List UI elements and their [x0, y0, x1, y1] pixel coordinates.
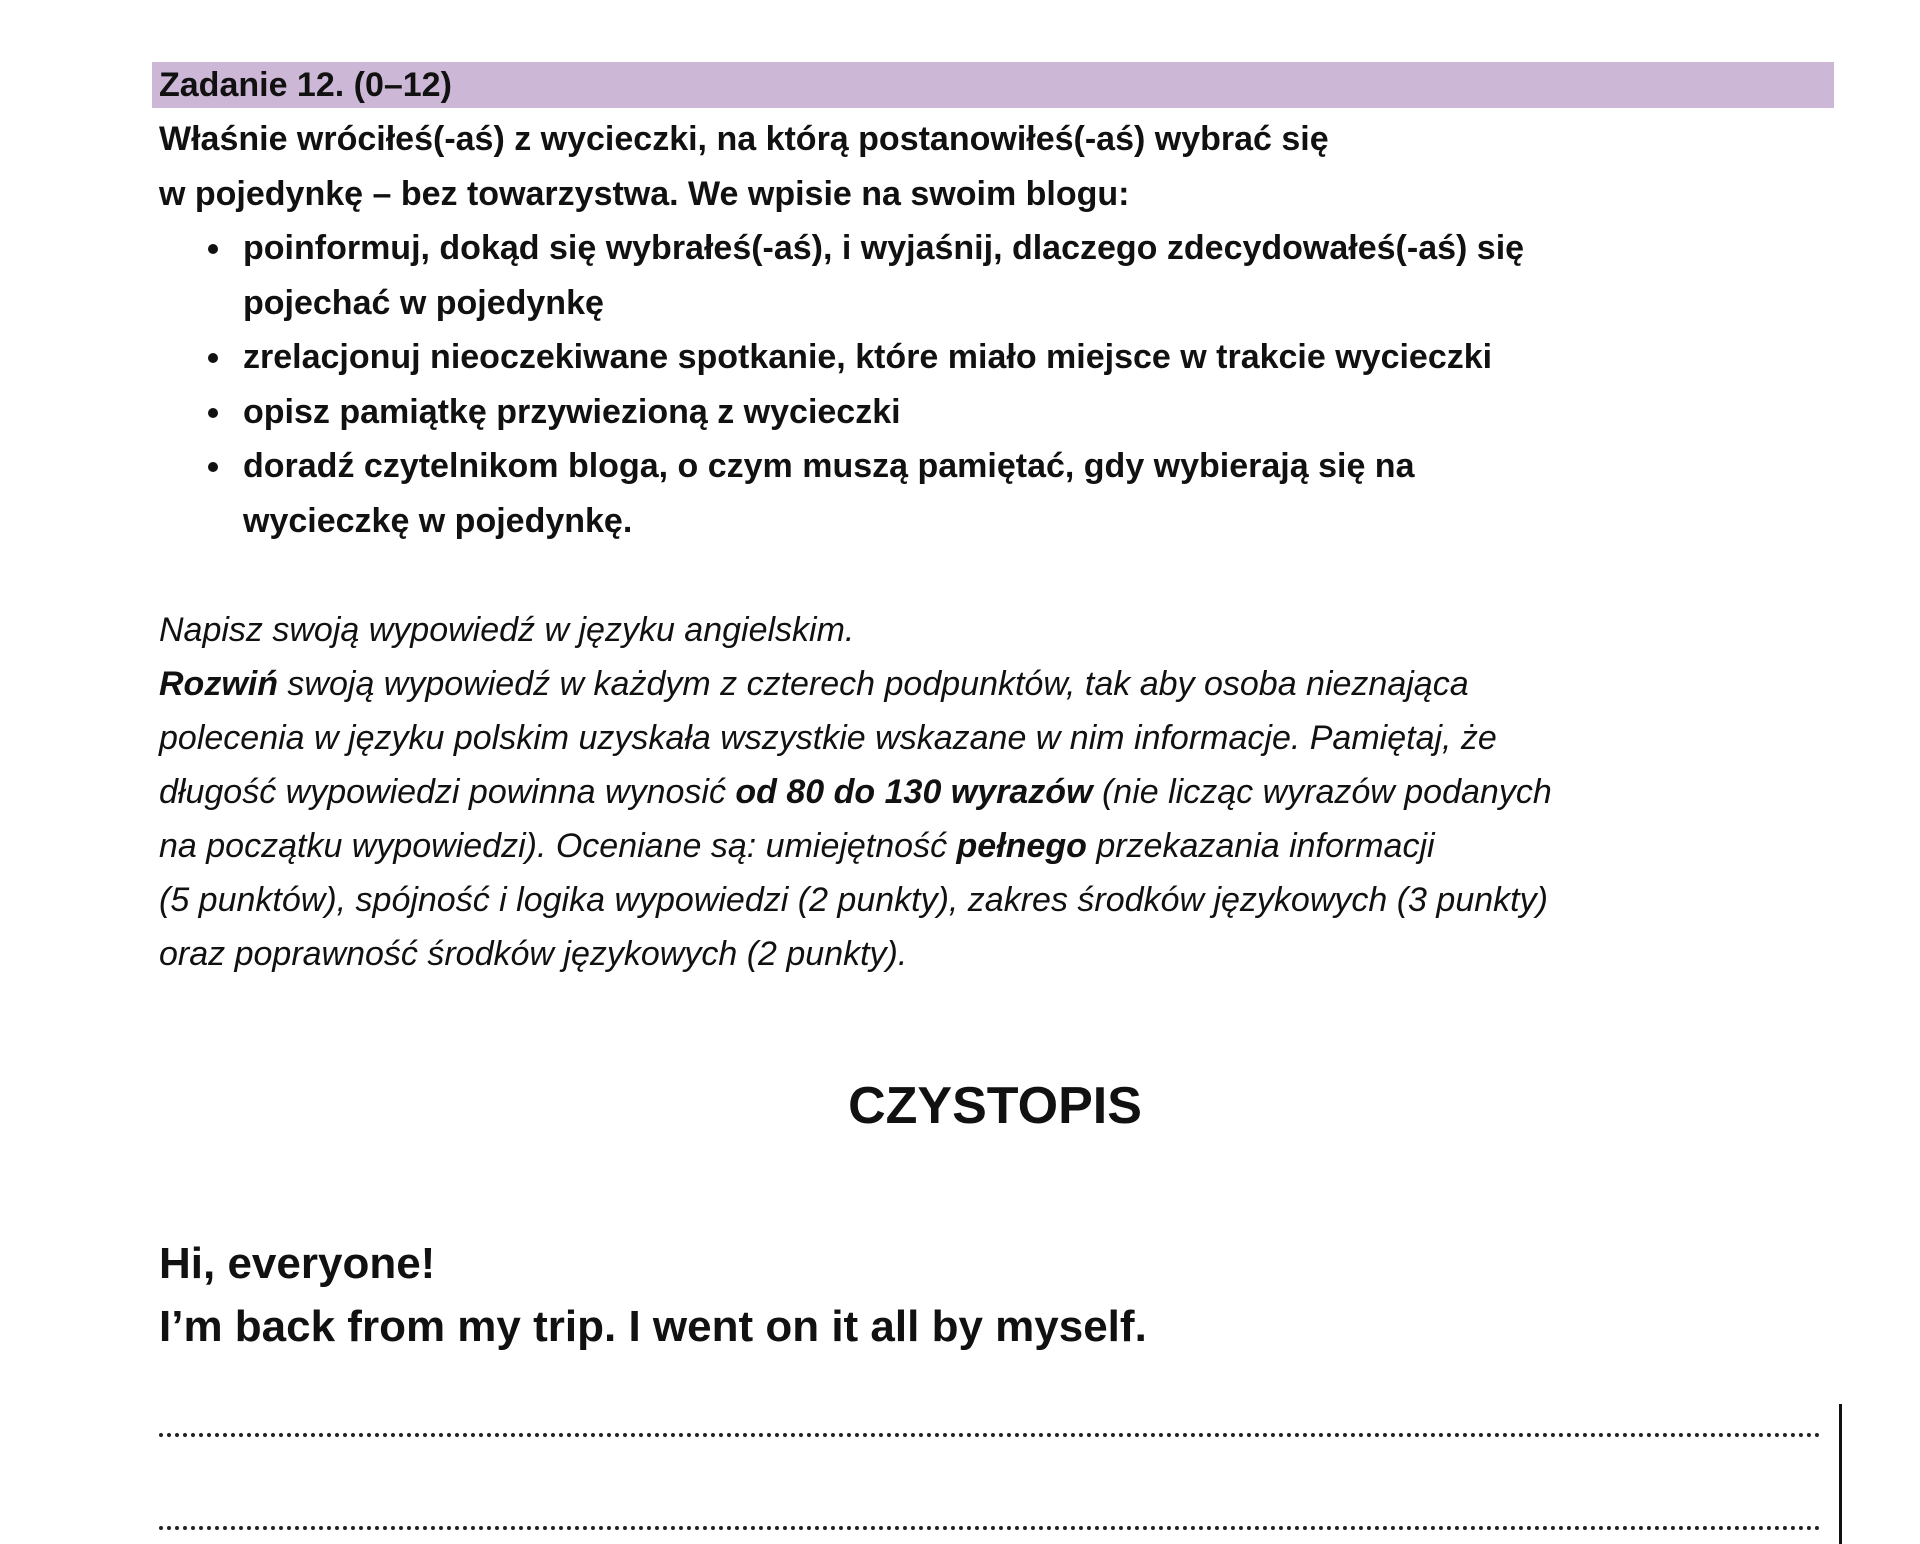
instr-line: Napisz swoją wypowiedź w języku angielskim.: [159, 611, 855, 649]
bullet-text: poinformuj, dokąd się wybrałeś(-aś), i wyjaśnij, dlaczego zdecydowałeś(-aś) się: [243, 229, 1525, 267]
instr-text: (nie licząc wyrazów podanych: [1092, 773, 1552, 811]
emphasis: od 80 do 130 wyrazów: [735, 773, 1093, 811]
instr-text: przekazania informacji: [1086, 827, 1435, 865]
task-bullet-list: [159, 221, 1524, 548]
answer-line[interactable]: [159, 1526, 1821, 1530]
task-bullet: [159, 439, 1524, 548]
bullet-text: doradź czytelnikom bloga, o czym muszą pamiętać, gdy wybierają się na: [243, 447, 1415, 485]
bullet-text: pojechać w pojedynkę: [243, 283, 604, 322]
task-bullet: [159, 330, 1524, 385]
bullet-text: opisz pamiątkę przywiezioną z wycieczki: [243, 392, 901, 431]
instr-line: [159, 765, 1552, 819]
task-bullet: [159, 385, 1524, 440]
instr-line: [159, 819, 1552, 873]
task-bullet: [159, 221, 1524, 330]
clean-copy-title: CZYSTOPIS: [848, 1077, 1142, 1135]
intro-line: w pojedynkę – bez towarzystwa. We wpisie na swoim blogu:: [159, 174, 1130, 213]
task-title: Zadanie 12. (0–12): [159, 66, 452, 104]
task-intro: [159, 112, 1329, 221]
answer-line[interactable]: [159, 1433, 1821, 1437]
instructions: [159, 603, 1552, 981]
greeting: Hi, everyone!: [159, 1239, 436, 1288]
bullet-text: zrelacjonuj nieoczekiwane spotkanie, które miało miejsce w trakcie wycieczki: [243, 338, 1493, 376]
bullet-text: wycieczkę w pojedynkę.: [243, 501, 633, 540]
instr-line: polecenia w języku polskim uzyskała wszystkie wskazane w nim informacje. Pamiętaj, że: [159, 719, 1497, 757]
emphasis: pełnego: [956, 827, 1087, 865]
instr-line: oraz poprawność środków językowych (2 punkty).: [159, 935, 908, 973]
essay-opening: [159, 1232, 1147, 1358]
instr-text: swoją wypowiedź w każdym z czterech podpunktów, tak aby osoba nieznająca: [277, 665, 1469, 703]
task-header: [152, 62, 1834, 108]
instr-text: długość wypowiedzi powinna wynosić: [159, 773, 736, 811]
opening-line: I’m back from my trip. I went on it all by myself.: [159, 1302, 1147, 1351]
instr-text: na początku wypowiedzi). Oceniane są: umiejętność: [159, 827, 957, 865]
margin-line: [1839, 1404, 1842, 1544]
intro-line: Właśnie wróciłeś(-aś) z wycieczki, na którą postanowiłeś(-aś) wybrać się: [159, 120, 1329, 158]
instr-line: (5 punktów), spójność i logika wypowiedzi (2 punkty), zakres środków językowych (3 punkty): [159, 881, 1548, 919]
emphasis: Rozwiń: [159, 665, 278, 703]
instr-line: [159, 657, 1552, 711]
